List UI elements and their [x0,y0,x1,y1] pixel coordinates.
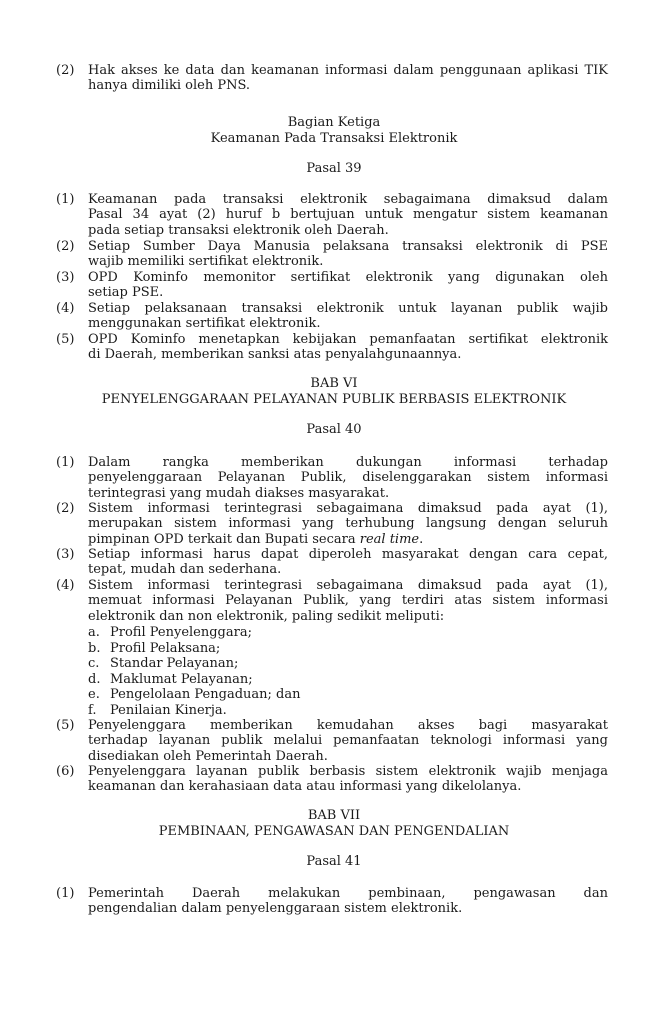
clause-40-2 [56,501,608,547]
sublist-text: Maklumat Pelayanan; [110,672,253,687]
clause-number: (3) [56,270,75,285]
clause-line: penyelenggaraan Pelayanan Publik, diselenggarakan sistem informasi [88,470,608,486]
sublist-item [88,656,238,671]
clause-39-2 [56,239,608,270]
clause-line: setiap PSE. [88,285,164,301]
clause-39-3 [56,270,608,301]
clause-40-4 [56,578,608,624]
clause-number: (2) [56,239,75,254]
clause-line: Sistem informasi terintegrasi sebagaimana dimaksud pada ayat (1), [88,578,608,593]
sublist-item [88,672,253,687]
section-label: Bagian Ketiga [287,115,381,130]
clause-line: OPD Kominfo memonitor sertifikat elektronik yang digunakan oleh [88,270,608,285]
sublist-item [88,641,220,656]
clause-line: menggunakan sertifikat elektronik. [88,316,321,332]
sublist-text: Penilaian Kinerja. [110,703,227,718]
sublist-letter: a. [88,625,100,640]
clause-line: terintegrasi yang mudah diakses masyarakat. [88,485,390,501]
clause-number: (6) [56,764,75,779]
sublist-letter: d. [88,672,101,687]
clause-line: pada setiap transaksi elektronik oleh Daerah. [88,222,389,238]
clause-line: OPD Kominfo menetapkan kebijakan pemanfaatan sertifikat elektronik [88,332,608,347]
article-title-40: Pasal 40 [306,422,362,437]
clause-number: (2) [56,501,75,516]
clause-40-3 [56,547,608,578]
italic-term: real time [359,531,420,547]
clause-39-4 [56,301,608,332]
clause-number: (5) [56,718,75,733]
clause-line: Setiap informasi harus dapat diperoleh masyarakat dengan cara cepat, [88,547,608,562]
clause-line: Setiap pelaksanaan transaksi elektronik untuk layanan publik wajib [88,301,608,316]
article-title-41: Pasal 41 [306,854,362,869]
clause-line: Keamanan pada transaksi elektronik sebagaimana dimaksud dalam [88,192,608,207]
clause-line: wajib memiliki sertifikat elektronik. [88,254,324,270]
clause-line: Hak akses ke data dan keamanan informasi dalam penggunaan aplikasi TIK [88,63,608,78]
sublist-item [88,625,252,640]
sublist-letter: c. [88,656,100,671]
sublist-letter: e. [88,687,100,702]
clause-number: (2) [56,63,75,78]
clause-line: Setiap Sumber Daya Manusia pelaksana transaksi elektronik di PSE [88,239,608,254]
clause-40-6 [56,764,608,795]
sublist-text: Profil Pelaksana; [110,641,221,656]
clause-line-text: pimpinan OPD terkait dan Bupati secara [88,531,356,547]
clause-line: Pasal 34 ayat (2) huruf b bertujuan untuk mengatur sistem keamanan [88,207,608,223]
clause-number: (1) [56,886,75,901]
clause-line [88,532,608,547]
sublist-text: Pengelolaan Pengaduan; dan [110,687,301,702]
clause-line: Dalam rangka memberikan dukungan informasi terhadap [88,455,608,470]
clause-intro-2 [56,63,608,94]
clause-line: Pemerintah Daerah melakukan pembinaan, pengawasan dan [88,886,608,901]
clause-line: Penyelenggara layanan publik berbasis sistem elektronik wajib menjaga [88,764,608,779]
section-title: Keamanan Pada Transaksi Elektronik [210,131,458,146]
clause-41-1 [56,886,608,917]
clause-line: Sistem informasi terintegrasi sebagaimana dimaksud pada ayat (1), [88,501,608,516]
sublist-item [88,703,227,718]
clause-40-1 [56,455,608,501]
chapter-title: PENYELENGGARAAN PELAYANAN PUBLIK BERBASIS ELEKTRONIK [101,392,567,407]
clause-line: terhadap layanan publik melalui pemanfaatan teknologi informasi yang [88,733,608,749]
clause-line: Penyelenggara memberikan kemudahan akses bagi masyarakat [88,718,608,733]
clause-line: pengendalian dalam penyelenggaraan sistem elektronik. [88,901,463,917]
sublist-letter: f. [88,703,97,718]
sublist-letter: b. [88,641,101,656]
clause-number: (4) [56,578,75,593]
clause-number: (1) [56,192,75,207]
clause-line: di Daerah, memberikan sanksi atas penyalahgunaannya. [88,347,462,363]
clause-39-1 [56,192,608,238]
clause-39-5 [56,332,608,363]
clause-line: memuat informasi Pelayanan Publik, yang terdiri atas sistem informasi [88,593,608,609]
clause-number: (5) [56,332,75,347]
chapter-label: BAB VII [307,808,361,823]
clause-number: (3) [56,547,75,562]
clause-line: disediakan oleh Pemerintah Daerah. [88,748,328,764]
clause-line: tepat, mudah dan sederhana. [88,562,282,578]
chapter-title: PEMBINAAN, PENGAWASAN DAN PENGENDALIAN [158,824,510,839]
clause-number: (1) [56,455,75,470]
clause-line: hanya dimiliki oleh PNS. [88,78,251,94]
sublist-text: Profil Penyelenggara; [110,625,252,640]
clause-number: (4) [56,301,75,316]
clause-line: elektronik dan non elektronik, paling sedikit meliputi: [88,608,445,624]
sublist-text: Standar Pelayanan; [110,656,239,671]
sublist-item [88,687,300,702]
clause-line: merupakan sistem informasi yang terhubung langsung dengan seluruh [88,516,608,532]
clause-line-end: . [419,531,424,547]
chapter-label: BAB VI [310,376,358,391]
clause-line: keamanan dan kerahasiaan data atau informasi yang dikelolanya. [88,779,522,795]
article-title-39: Pasal 39 [306,161,362,176]
clause-40-5 [56,718,608,764]
